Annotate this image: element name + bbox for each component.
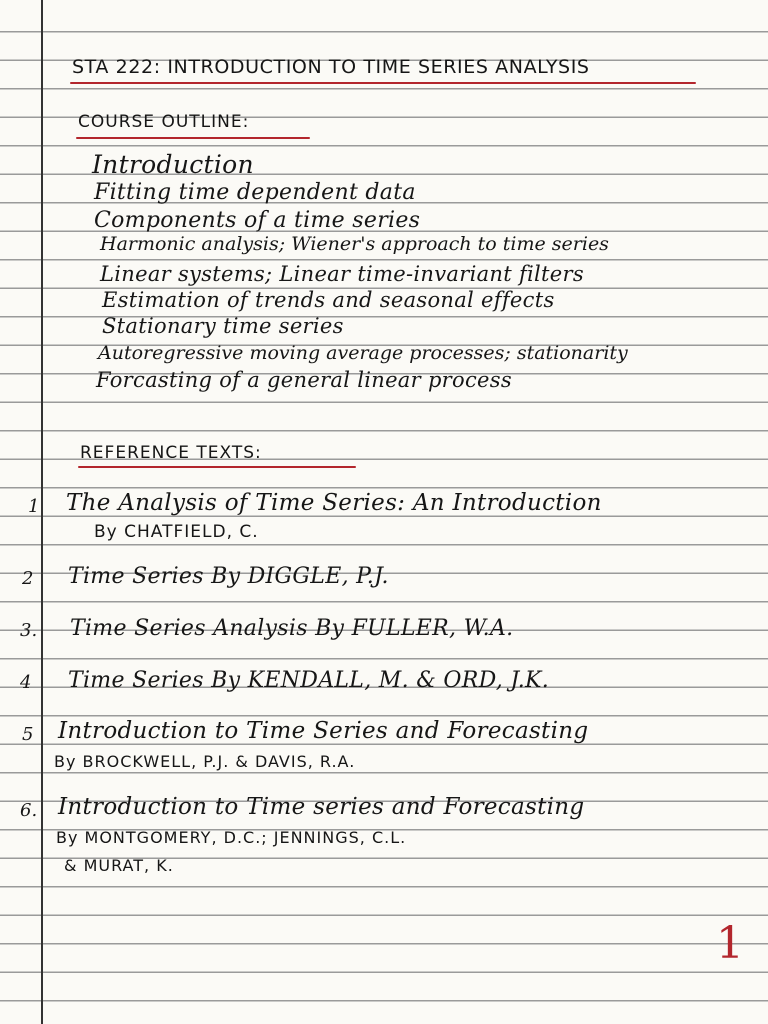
outline-item: Components of a time series xyxy=(94,208,421,233)
reference-author: By BROCKWELL, P.J. & DAVIS, R.A. xyxy=(54,752,356,771)
reference-title: The Analysis of Time Series: An Introduction xyxy=(66,490,602,516)
reference-number: 2 xyxy=(22,568,34,589)
course-outline-underline xyxy=(76,137,310,139)
outline-item: Stationary time series xyxy=(102,314,344,338)
reference-author: By CHATFIELD, C. xyxy=(94,522,259,542)
reference-author-continued: & MURAT, K. xyxy=(64,856,174,875)
margin-line xyxy=(41,0,43,1024)
page-number: 1 xyxy=(716,918,744,969)
reference-number: 4 xyxy=(20,672,32,693)
reference-texts-underline xyxy=(78,466,356,468)
reference-title: Time Series Analysis By FULLER, W.A. xyxy=(70,616,514,641)
outline-item: Forcasting of a general linear process xyxy=(96,368,512,392)
outline-item: Fitting time dependent data xyxy=(94,180,416,205)
reference-number: 3. xyxy=(20,620,38,641)
reference-title: Introduction to Time series and Forecasting xyxy=(58,794,585,820)
outline-item: Introduction xyxy=(92,150,254,179)
reference-title: Time Series By KENDALL, M. & ORD, J.K. xyxy=(68,668,550,693)
reference-author: By MONTGOMERY, D.C.; JENNINGS, C.L. xyxy=(56,828,407,847)
reference-title: Introduction to Time Series and Forecasting xyxy=(58,718,589,744)
course-outline-heading: COURSE OUTLINE: xyxy=(78,112,250,132)
outline-item: Linear systems; Linear time-invariant filters xyxy=(100,262,584,286)
page-title: STA 222: INTRODUCTION TO TIME SERIES ANALYSIS xyxy=(72,56,590,78)
reference-number: 6. xyxy=(20,800,38,821)
reference-number: 1 xyxy=(28,496,40,517)
reference-title: Time Series By DIGGLE, P.J. xyxy=(68,564,389,589)
reference-texts-heading: REFERENCE TEXTS: xyxy=(80,443,262,463)
title-underline xyxy=(70,82,696,84)
outline-item: Estimation of trends and seasonal effects xyxy=(102,288,555,312)
outline-item: Autoregressive moving average processes; stationarity xyxy=(98,342,628,364)
reference-number: 5 xyxy=(22,724,34,745)
outline-item: Harmonic analysis; Wiener's approach to time series xyxy=(100,233,609,255)
